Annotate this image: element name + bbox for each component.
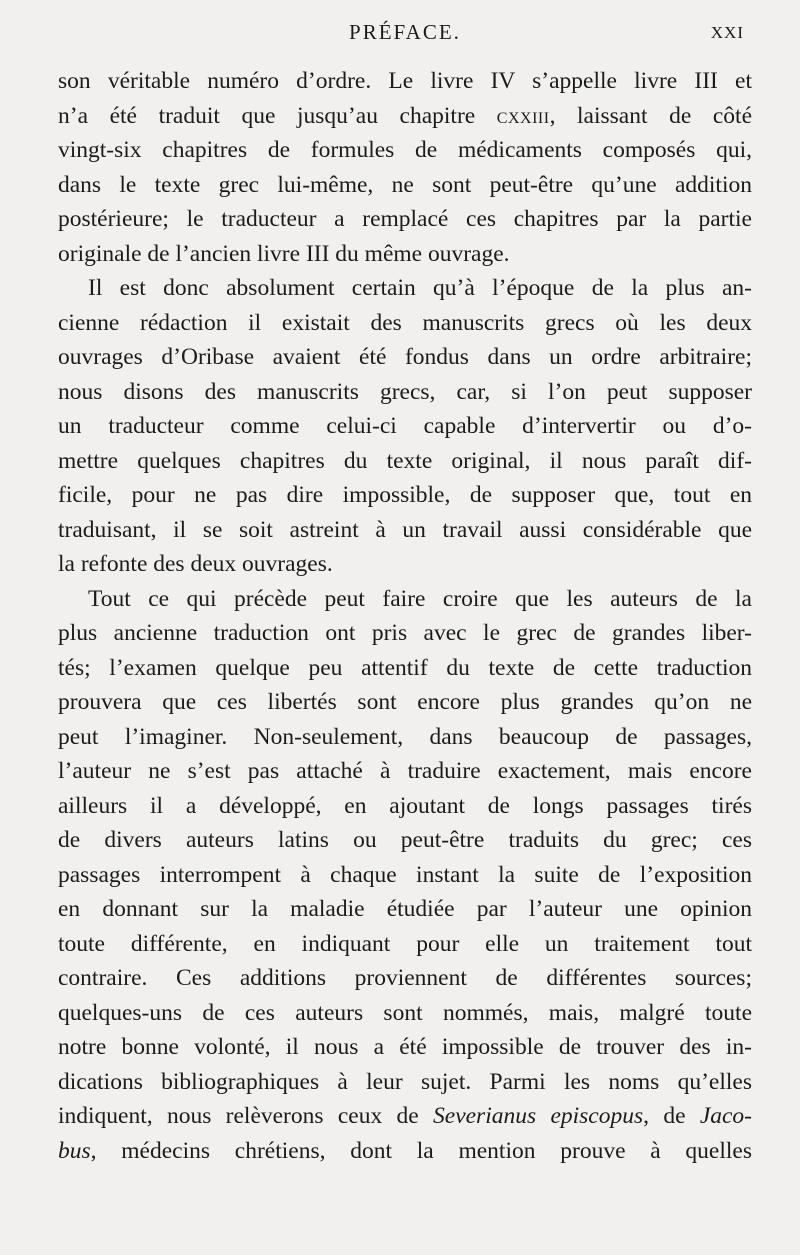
text-line: dications bibliographiques à leur sujet. Parmi les noms qu’elles — [58, 1068, 752, 1095]
text-line: l’auteur ne s’est pas attaché à traduire exactement, mais encore — [58, 758, 752, 784]
text-line: passages interrompent à chaque instant la suite de l’exposition — [58, 861, 752, 888]
text-run: indiquent, nous relèverons ceux de — [58, 1103, 434, 1129]
text-line: la refonte des deux ouvrages. — [58, 551, 333, 577]
body-text — [58, 64, 752, 1168]
text-line: contraire. Ces additions proviennent de différentes sources; — [58, 965, 752, 991]
text-line: en donnant sur la maladie étudiée par l’auteur une opinion — [58, 896, 752, 922]
text-line-with-names — [58, 1099, 752, 1134]
text-line: ailleurs il a développé, en ajoutant de longs passages tirés — [58, 792, 752, 819]
text-line: Tout ce qui précède peut faire croire que les auteurs de la — [88, 585, 752, 612]
text-line: originale de l’ancien livre III du même ouvrage. — [58, 240, 510, 267]
text-line: quelques-uns de ces auteurs sont nommés, mais, malgré toute — [58, 999, 752, 1026]
running-head: PRÉFACE. — [349, 20, 461, 44]
text-line: vingt-six chapitres de formules de médicaments composés qui, — [58, 137, 752, 163]
text-line: n’a été traduit que jusqu’au chapitre cxxiii, laissant de côté — [58, 102, 753, 129]
text-line: nous disons des manuscrits grecs, car, si l’on peut supposer — [58, 378, 752, 405]
text-line: traduisant, il se soit astreint à un travail aussi considérable que — [58, 516, 752, 543]
paragraph-1 — [58, 64, 752, 271]
paragraph-3 — [58, 582, 752, 1169]
text-line: un traducteur comme celui-ci capable d’intervertir ou d’o- — [58, 413, 752, 439]
text-line: son véritable numéro d’ordre. Le livre IV s’appelle livre III et — [58, 68, 752, 94]
text-line: ouvrages d’Oribase avaient été fondus dans un ordre arbitraire; — [58, 344, 752, 370]
italic-name: Severianus episcopus — [433, 1103, 644, 1129]
page-number: XXI — [710, 23, 744, 42]
text-line: postérieure; le traducteur a remplacé ces chapitres par la partie — [58, 206, 752, 232]
text-line: Il est donc absolument certain qu’à l’époque de la plus an- — [88, 275, 752, 301]
page-header — [58, 0, 752, 64]
text-line: mettre quelques chapitres du texte original, il nous paraît dif- — [58, 447, 752, 474]
text-line: tés; l’examen quelque peu attentif du texte de cette traduction — [58, 654, 752, 681]
italic-name: Jaco- — [699, 1103, 752, 1129]
text-line-final — [58, 1134, 752, 1169]
text-line: dans le texte grec lui-même, ne sont peut-être qu’une addition — [58, 171, 752, 198]
text-run: , de — [643, 1103, 700, 1129]
text-line: toute différente, en indiquant pour elle un traitement tout — [58, 930, 752, 957]
text-line: ficile, pour ne pas dire impossible, de supposer que, tout en — [58, 482, 752, 508]
chapter-numeral: cxxiii — [496, 102, 550, 129]
text-line: cienne rédaction il existait des manuscrits grecs où les deux — [58, 309, 752, 336]
text-line: de divers auteurs latins ou peut-être traduits du grec; ces — [58, 827, 752, 853]
text-line: plus ancienne traduction ont pris avec le grec de grandes liber- — [58, 620, 752, 646]
paragraph-2 — [58, 271, 752, 582]
text-run: , médecins chrétiens, dont la mention prouve à quelles — [90, 1137, 752, 1164]
text-line: prouvera que ces libertés sont encore plus grandes qu’on ne — [58, 689, 752, 715]
italic-name: bus — [58, 1137, 91, 1164]
text-line: notre bonne volonté, il nous a été impossible de trouver des in- — [58, 1034, 752, 1060]
text-line: peut l’imaginer. Non-seulement, dans beaucoup de passages, — [58, 723, 752, 750]
